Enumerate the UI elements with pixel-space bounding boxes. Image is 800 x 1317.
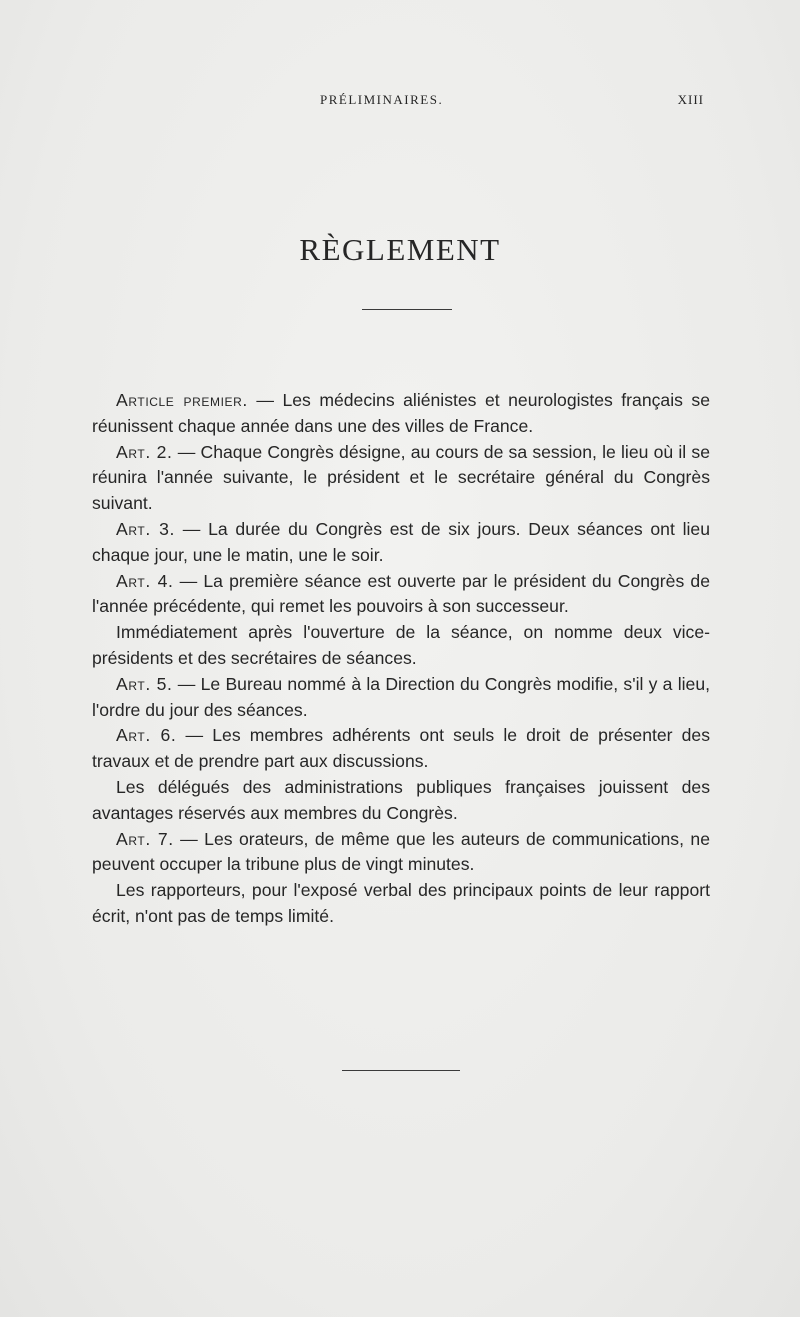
paragraph-article-1 — [92, 388, 710, 440]
article-label: Art. 4. — [116, 570, 174, 591]
paragraph-article-6 — [92, 723, 710, 775]
article-text: Les rapporteurs, pour l'exposé verbal des principaux points de leur rapport écrit, n'ont pas de temps limité. — [92, 880, 710, 926]
paragraph-article-3 — [92, 517, 710, 569]
running-header — [0, 92, 800, 112]
paragraph-article-2 — [92, 440, 710, 517]
regulation-text — [92, 388, 710, 930]
page-title: RÈGLEMENT — [299, 232, 501, 267]
article-text: Immédiatement après l'ouverture de la séance, on nomme deux vice-présidents et des secrétaires de séances. — [92, 622, 710, 668]
article-text: — Le Bureau nommé à la Direction du Congrès modifie, s'il y a lieu, l'ordre du jour des séances. — [92, 673, 710, 720]
article-text: — Les médecins aliénistes et neurologistes français se réunissent chaque année dans une des villes de France. — [92, 390, 710, 436]
paragraph-article-5 — [92, 672, 710, 724]
article-label: Art. 6. — [116, 725, 177, 746]
article-text: — La durée du Congrès est de six jours. Deux séances ont lieu chaque jour, une le matin, une le soir. — [92, 518, 710, 565]
article-text: — Les orateurs, de même que les auteurs de communications, ne peuvent occuper la tribune plus de vingt minutes. — [92, 828, 710, 875]
article-label: Art. 5. — [116, 673, 173, 694]
article-label: Art. 3. — [116, 518, 176, 539]
paragraph-article-6-continued — [92, 775, 710, 827]
article-text: — Chaque Congrès désigne, au cours de sa session, le lieu où il se réunira l'année suivante, le président et le secrétaire général du Congrès suivant. — [92, 441, 710, 514]
closing-divider — [342, 1070, 460, 1071]
paragraph-article-4 — [92, 569, 710, 621]
article-text: — La première séance est ouverte par le président du Congrès de l'année précédente, qui remet les pouvoirs à son successeur. — [92, 570, 710, 617]
article-text: Les délégués des administrations publiques françaises jouissent des avantages réservés aux membres du Congrès. — [92, 776, 710, 823]
article-label: Art. 2. — [116, 441, 173, 462]
page-number: XIII — [677, 92, 704, 107]
article-label: Art. 7. — [116, 828, 174, 849]
article-label: Article premier. — [116, 390, 248, 410]
article-text: — Les membres adhérents ont seuls le droit de présenter des travaux et de prendre part aux discussions. — [92, 725, 710, 772]
paragraph-article-7-continued — [92, 878, 710, 930]
paragraph-article-7 — [92, 827, 710, 879]
title-divider — [362, 309, 452, 310]
running-title: PRÉLIMINAIRES. — [320, 92, 444, 107]
paragraph-article-4-continued — [92, 620, 710, 672]
